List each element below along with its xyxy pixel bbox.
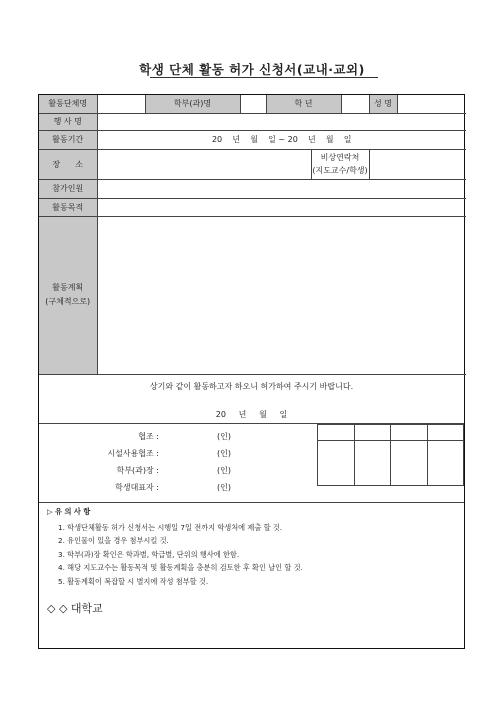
approval-box <box>317 424 464 486</box>
note-item: 2. 유인물이 있을 경우 첨부시킬 것. <box>58 536 169 545</box>
period-label: 활동기간 <box>39 130 97 149</box>
approval-cell[interactable] <box>354 440 391 485</box>
participants-label: 참가인원 <box>39 179 97 198</box>
place-field[interactable] <box>97 149 311 179</box>
department-label: 학부(과)명 <box>145 95 240 113</box>
seal-mark[interactable]: (인) <box>217 431 231 441</box>
plan-label <box>39 216 97 374</box>
signature-role: 협조 : <box>138 431 159 441</box>
note-item: 4. 해당 지도교수는 활동목적 및 활동계획을 충분히 검토한 후 확인 날인 할 것. <box>58 563 303 572</box>
row-purpose <box>39 198 466 216</box>
department-field[interactable] <box>240 95 266 113</box>
event-name-label: 행 사 명 <box>39 113 97 130</box>
note-item: 5. 활동계획이 복잡할 시 별지에 작성 첨부할 것. <box>58 576 209 586</box>
emergency-contact-label-line1: 비상연락처 <box>320 153 360 162</box>
signature-role: 학부(과)장 : <box>116 465 159 475</box>
notes-heading: ▷ 유 의 사 항 <box>47 506 91 516</box>
approval-cell[interactable] <box>427 424 464 440</box>
title-underline <box>150 77 378 78</box>
approval-cell[interactable] <box>427 440 464 485</box>
emergency-contact-label <box>311 149 369 179</box>
event-name-field[interactable] <box>97 113 466 130</box>
name-field[interactable] <box>397 95 466 113</box>
signature-role: 학생대표자 : <box>115 482 159 492</box>
emergency-contact-label-line2: (지도교수/학생) <box>312 166 368 175</box>
period-field[interactable]: 20 년 월 일 ~ 20 년 월 일 <box>97 130 466 149</box>
emergency-contact-field[interactable] <box>369 149 466 179</box>
year-label: 학 년 <box>266 95 341 113</box>
note-item: 1. 학생단체활동 허가 신청서는 시행일 7일 전까지 학생처에 제출 할 것. <box>58 522 283 532</box>
purpose-label: 활동목적 <box>39 198 97 216</box>
purpose-field[interactable] <box>97 198 466 216</box>
statement-text: 상기와 같이 활동하고자 하오니 허가하여 주시기 바랍니다. <box>149 381 354 391</box>
name-label: 성 명 <box>369 95 397 113</box>
activity-group-field[interactable] <box>97 95 145 113</box>
seal-mark[interactable]: (인) <box>217 448 231 458</box>
participants-field[interactable] <box>97 179 466 198</box>
form-table <box>39 95 466 375</box>
approval-cell[interactable] <box>318 440 355 485</box>
note-item: 3. 학부(과)장 확인은 학과별, 학급별, 단위의 행사에 한함. <box>58 549 240 559</box>
approval-cell[interactable] <box>354 424 391 440</box>
plan-field[interactable] <box>97 216 466 374</box>
plan-label-line2: (구체적으로) <box>45 297 91 306</box>
notes-section <box>39 502 464 617</box>
form-title: 학생 단체 활동 허가 신청서(교내·교외) <box>139 62 365 77</box>
approval-cell[interactable] <box>318 424 355 440</box>
row-plan <box>39 216 466 374</box>
statement-date: 20 년 월 일 <box>215 409 288 419</box>
plan-label-line1: 활동계획 <box>52 283 84 292</box>
seal-mark[interactable]: (인) <box>217 482 231 492</box>
approval-cell[interactable] <box>391 424 428 440</box>
signature-area <box>39 423 464 502</box>
school-name: ◇ ◇ 대학교 <box>47 602 103 615</box>
year-field[interactable] <box>341 95 369 113</box>
approval-cell[interactable] <box>391 440 428 485</box>
signature-role: 시설사용협조 : <box>107 448 159 458</box>
row-place <box>39 149 466 179</box>
seal-mark[interactable]: (인) <box>217 465 231 475</box>
row-participants <box>39 179 466 198</box>
row-event-name <box>39 113 466 130</box>
row-applicant <box>39 95 466 113</box>
application-form <box>38 94 465 649</box>
row-period <box>39 130 466 149</box>
activity-group-label: 활동단체명 <box>39 95 97 113</box>
place-label: 장 소 <box>39 149 97 179</box>
statement-area <box>39 375 464 423</box>
